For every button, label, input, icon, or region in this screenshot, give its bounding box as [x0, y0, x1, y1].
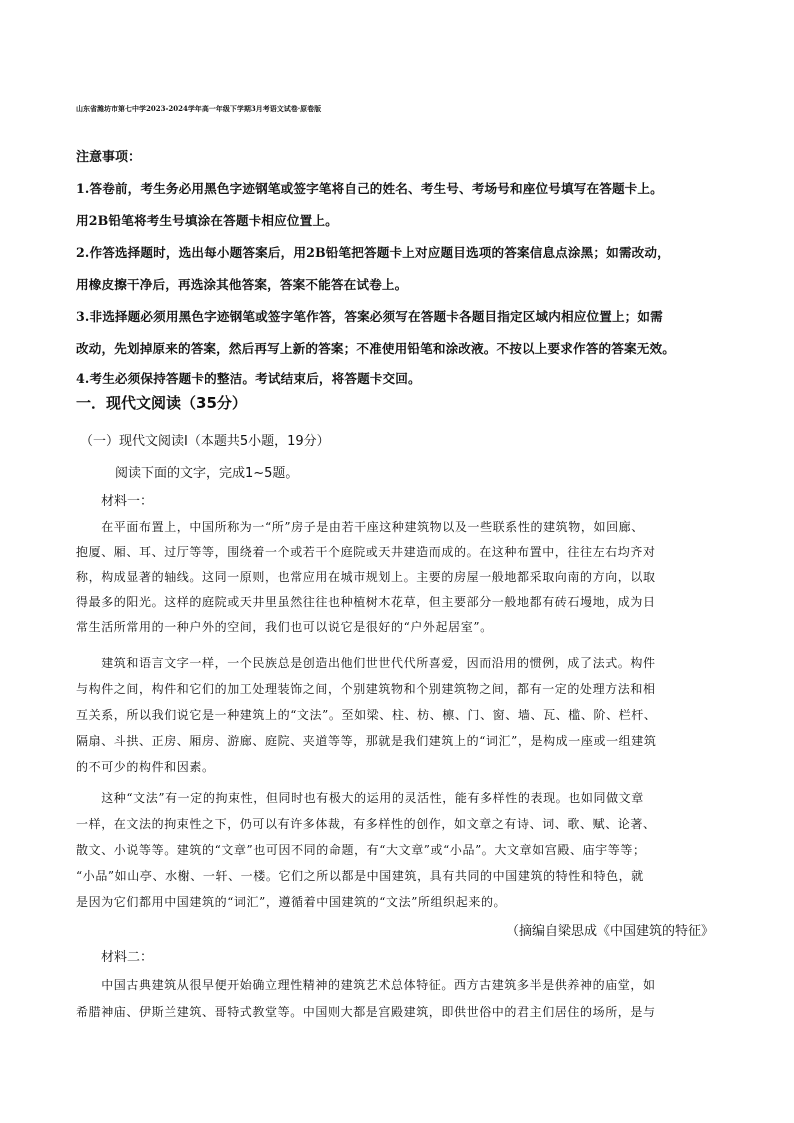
notice-line: 用2B铅笔将考生号填涂在答题卡相应位置上。 — [76, 213, 338, 228]
body-line: 与构件之间，构件和它们的加工处理装饰之间，个别建筑物和个别建筑物之间，都有一定的处理方法和相 — [76, 682, 656, 696]
body-line: 一样，在文法的拘束性之下，仍可以有许多体裁，有多样性的创作，如文章之有诗、词、歌、赋、论著、 — [76, 817, 656, 831]
subsection-title: （一）现代文阅读Ⅰ（本题共5小题，19分） — [80, 434, 330, 449]
page-title: 山东省潍坊市第七中学2023-2024学年高一年级下学期3月考语文试卷·原卷版 — [76, 104, 322, 113]
body-line: 称，构成显著的轴线。这同一原则，也常应用在城市规划上。主要的房屋一般地都采取向南的方向，以取 — [76, 570, 656, 584]
reading-instruction: 阅读下面的文字，完成1~5题。 — [115, 466, 299, 481]
material-one-source: （摘编自梁思成《中国建筑的特征》 — [505, 924, 714, 939]
notice-heading: 注意事项： — [76, 150, 142, 165]
material-two-label: 材料二： — [101, 950, 154, 965]
body-line: 抱厦、厢、耳、过厅等等，围绕着一个或若干个庭院或天井建造而成的。在这种布置中，往往左右均齐对 — [76, 545, 656, 559]
notice-line: 2.作答选择题时，选出每小题答案后，用2B铅笔把答题卡上对应题目选项的答案信息点涂黑；如需改动， — [76, 245, 670, 260]
body-line: 这种“文法”有一定的拘束性，但同时也有极大的运用的灵活性，能有多样性的表现。也如同做文章 — [76, 791, 644, 805]
notice-line: 3.非选择题必须用黑色字迹钢笔或签字笔作答，答案必须写在答题卡各题目指定区域内相应位置上；如需 — [76, 309, 663, 324]
notice-line: 用橡皮擦干净后，再选涂其他答案，答案不能答在试卷上。 — [76, 277, 408, 292]
section-title: 一．现代文阅读（35分） — [76, 394, 247, 412]
body-line: 中国古典建筑从很早便开始确立理性精神的建筑艺术总体特征。西方古建筑多半是供养神的庙堂，如 — [76, 978, 656, 992]
material-one-label: 材料一： — [101, 494, 154, 509]
body-line: “小品”如山亭、水榭、一轩、一楼。它们之所以都是中国建筑，具有共同的中国建筑的特性和特色，就 — [76, 869, 644, 883]
notice-line: 改动，先划掉原来的答案，然后再写上新的答案；不准使用铅笔和涂改液。不按以上要求作答的答案无效。 — [76, 341, 675, 356]
body-line: 希腊神庙、伊斯兰建筑、哥特式教堂等。中国则大都是宫殿建筑，即供世俗中的君主们居住的场所，是与 — [76, 1005, 656, 1019]
body-line: 的不可少的构件和因素。 — [76, 760, 215, 774]
body-line: 建筑和语言文字一样，一个民族总是创造出他们世世代代所喜爱，因而沿用的惯例，成了法式。构件 — [76, 656, 656, 670]
notice-line: 4.考生必须保持答题卡的整洁。考试结束后，将答题卡交回。 — [76, 371, 421, 386]
body-line: 在平面布置上，中国所称为一“所”房子是由若干座这种建筑物以及一些联系性的建筑物，如回廊、 — [76, 520, 644, 534]
body-line: 是因为它们都用中国建筑的“词汇”，遵循着中国建筑的“文法”所组织起来的。 — [76, 895, 507, 909]
body-line: 隔扇、斗拱、正房、厢房、游廊、庭院、夹道等等，那就是我们建筑上的“词汇”，是构成一座或一组建筑 — [76, 734, 657, 748]
notice-line: 1.答卷前，考生务必用黑色字迹钢笔或签字笔将自己的姓名、考生号、考场号和座位号填写在答题卡上。 — [76, 181, 663, 196]
body-line: 散文、小说等等。建筑的“文章”也可因不同的命题，有“大文章”或“小品”。大文章如宫殿、庙宇等等； — [76, 843, 646, 857]
body-line: 常生活所常用的一种户外的空间，我们也可以说它是很好的“户外起居室”。 — [76, 620, 493, 634]
body-line: 得最多的阳光。这样的庭院或天井里虽然往往也种植树木花草，但主要部分一般地都有砖石墁地，成为日 — [76, 595, 656, 609]
body-line: 互关系，所以我们说它是一种建筑上的“文法”。至如梁、柱、枋、檩、门、窗、墙、瓦、槛、阶、栏杆、 — [76, 708, 657, 722]
